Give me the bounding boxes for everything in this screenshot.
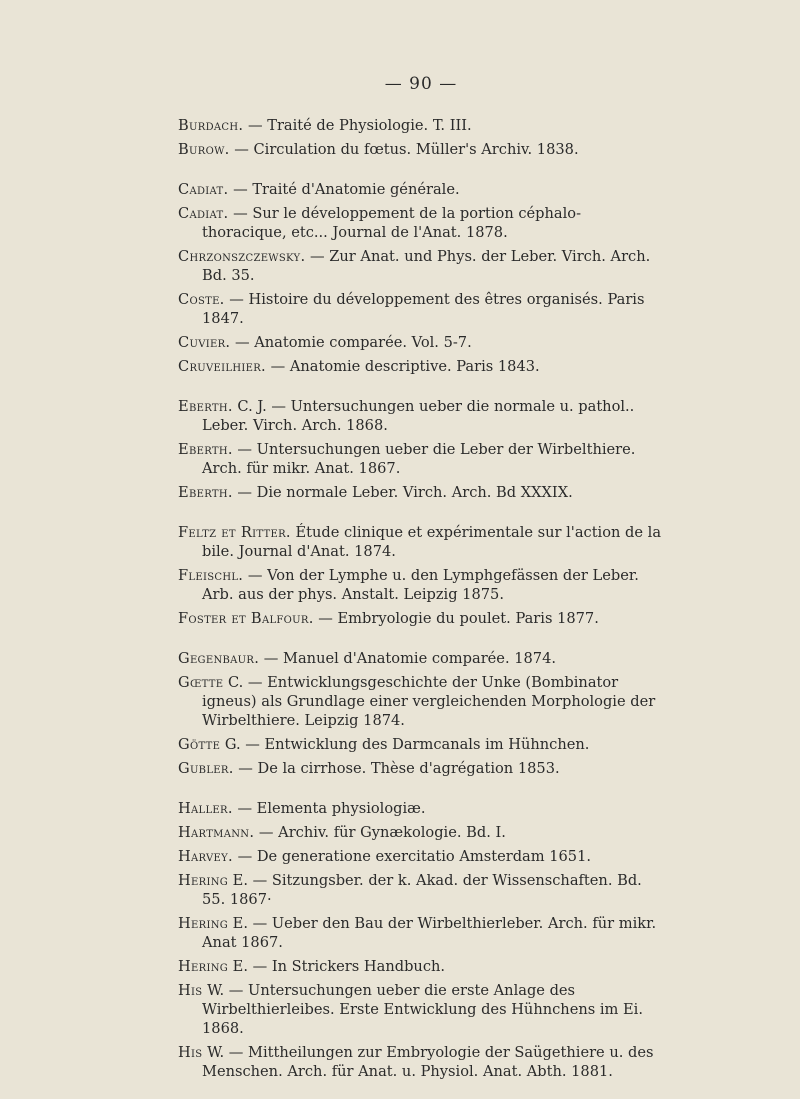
entry-text: E. — Sitzungsber. der k. Akad. der Wissenschaften. Bd. 55. 1867· <box>202 872 642 908</box>
bibliography-entry <box>178 799 662 818</box>
entry-author: Gœtte <box>178 674 224 691</box>
bibliography-list <box>178 116 662 1086</box>
entry-author: Eberth. <box>178 441 233 458</box>
entry-text: W. — Mittheilungen zur Embryologie der Saügethiere u. des Menschen. Arch. für Anat. u. Physiol. Anat. Abth. 1881. <box>202 1044 654 1080</box>
entry-text: Étude clinique et expérimentale sur l'action de la bile. Journal d'Anat. 1874. <box>202 524 662 560</box>
entry-author: Cadiat. <box>178 181 229 198</box>
entry-author: Chrzonszczewsky. <box>178 248 306 265</box>
entry-text: E. — In Strickers Handbuch. <box>228 958 446 975</box>
bibliography-entry <box>178 823 662 842</box>
bibliography-entry <box>178 914 662 952</box>
entry-author: Coste. <box>178 291 225 308</box>
entry-text: — Anatomie comparée. Vol. 5-7. <box>230 334 472 351</box>
entry-author: Hering <box>178 915 229 932</box>
page-number: — 90 — <box>384 74 458 94</box>
entry-text: C. — Entwicklungsgeschichte der Unke (Bombinator igneus) als Grundlage einer vergleichenden Morphologie der Wirbelthiere. Leipzig 1874. <box>202 674 656 729</box>
entry-author: Burdach. <box>178 117 244 134</box>
entry-author: Eberth. <box>178 398 233 415</box>
entry-author: Cadiat. <box>178 205 229 222</box>
bibliography-entry <box>178 204 662 242</box>
bibliography-entry <box>178 333 662 352</box>
bibliography-entry <box>178 290 662 328</box>
entry-text: — Die normale Leber. Virch. Arch. Bd XXXIX. <box>232 484 573 501</box>
bibliography-entry <box>178 440 662 478</box>
entry-author: Götte <box>178 736 221 753</box>
entry-author: Fleischl. <box>178 567 244 584</box>
entry-author: Burow. <box>178 141 230 158</box>
entry-text: — Circulation du fœtus. Müller's Archiv. 1838. <box>229 141 579 158</box>
bibliography-entry <box>178 247 662 285</box>
bibliography-entry <box>178 673 662 730</box>
bibliography-entry <box>178 357 662 376</box>
bibliography-entry <box>178 566 662 604</box>
entry-text: — Elementa physiologiæ. <box>232 800 426 817</box>
entry-text: — Embryologie du poulet. Paris 1877. <box>313 610 599 627</box>
bibliography-entry <box>178 649 662 668</box>
entry-text: — Untersuchungen ueber die Leber der Wirbelthiere. Arch. für mikr. Anat. 1867. <box>202 441 636 477</box>
entry-text: — Zur Anat. und Phys. der Leber. Virch. Arch. Bd. 35. <box>202 248 651 284</box>
entry-text: — Sur le développement de la portion céphalo-thoracique, etc... Journal de l'Anat. 1878. <box>202 205 582 241</box>
bibliography-entry <box>178 116 662 135</box>
entry-text: — De la cirrhose. Thèse d'agrégation 1853. <box>233 760 560 777</box>
bibliography-entry <box>178 735 662 754</box>
entry-author: His <box>178 982 203 999</box>
entry-author: Hering <box>178 958 229 975</box>
bibliography-entry <box>178 1043 662 1081</box>
entry-author: Feltz et Ritter. <box>178 524 291 541</box>
entry-text: — Anatomie descriptive. Paris 1843. <box>265 358 540 375</box>
bibliography-entry <box>178 871 662 909</box>
bibliography-entry <box>178 609 662 628</box>
bibliography-entry <box>178 759 662 778</box>
entry-author: Gubler. <box>178 760 234 777</box>
bibliography-entry <box>178 483 662 502</box>
entry-text: — Traité d'Anatomie générale. <box>228 181 460 198</box>
entry-text: — Archiv. für Gynækologie. Bd. I. <box>254 824 506 841</box>
entry-text: E. — Ueber den Bau der Wirbelthierleber. Arch. für mikr. Anat 1867. <box>202 915 657 951</box>
entry-author: Eberth. <box>178 484 233 501</box>
entry-text: — Traité de Physiologie. T. III. <box>243 117 472 134</box>
entry-text: — De generatione exercitatio Amsterdam 1651. <box>232 848 592 865</box>
entry-author: His <box>178 1044 203 1061</box>
entry-text: — Von der Lymphe u. den Lymphgefässen der Leber. Arb. aus der phys. Anstalt. Leipzig 1875. <box>202 567 639 603</box>
entry-text: — Manuel d'Anatomie comparée. 1874. <box>259 650 556 667</box>
entry-author: Gegenbaur. <box>178 650 260 667</box>
bibliography-entry <box>178 523 662 561</box>
entry-text: — Histoire du développement des êtres organisés. Paris 1847. <box>202 291 645 327</box>
bibliography-entry <box>178 140 662 159</box>
entry-author: Haller. <box>178 800 233 817</box>
entry-author: Harvey. <box>178 848 233 865</box>
bibliography-entry <box>178 981 662 1038</box>
bibliography-entry <box>178 957 662 976</box>
entry-text: W. — Untersuchungen ueber die erste Anlage des Wirbelthierleibes. Erste Entwicklung des Hühnchens im Ei. 1868. <box>202 982 643 1037</box>
entry-author: Hering <box>178 872 229 889</box>
entry-author: Cuvier. <box>178 334 231 351</box>
bibliography-entry <box>178 180 662 199</box>
bibliography-entry <box>178 847 662 866</box>
entry-text: C. J. — Untersuchungen ueber die normale u. pathol.. Leber. Virch. Arch. 1868. <box>202 398 635 434</box>
entry-author: Hartmann. <box>178 824 255 841</box>
entry-author: Foster et Balfour. <box>178 610 314 627</box>
entry-text: G. — Entwicklung des Darmcanals im Hühnchen. <box>220 736 590 753</box>
entry-author: Cruveilhier. <box>178 358 266 375</box>
bibliography-entry <box>178 397 662 435</box>
